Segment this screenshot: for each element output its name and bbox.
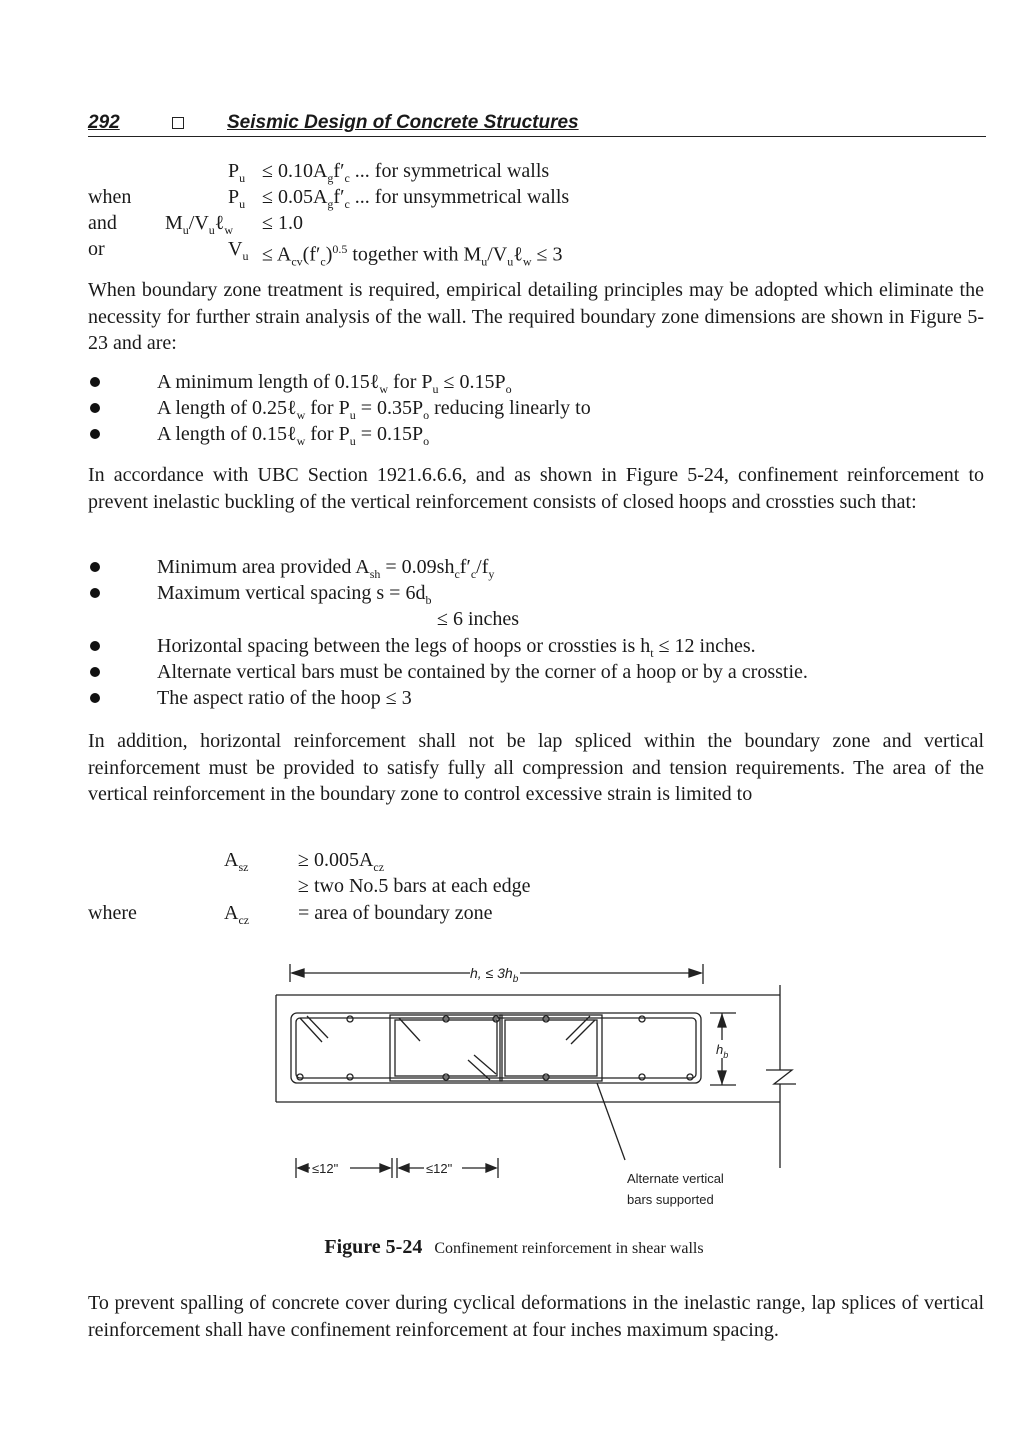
bullet-icon [90,562,100,572]
rebar [443,1016,449,1022]
limit-rhs: = area of boundary zone [298,902,493,924]
bullet-icon [90,693,100,703]
rebar [639,1074,645,1080]
arrow-left-icon [399,1164,409,1172]
running-title: Seismic Design of Concrete Structures [227,112,579,133]
hook-3 [468,1060,490,1080]
limit-lhs: $A_{sz}$ [224,849,249,874]
rebar [347,1016,353,1022]
condition-lhs: $V_u$ [228,238,249,263]
list-item: A minimum length of 0.15ℓ$_w$ for $P_u \le 0.15P_o$ [157,371,512,396]
paragraph-confinement: In accordance with UBC Section 1921.6.6.6, and as shown in Figure 5-24, confinement reinforcement to prevent inelastic buckling of the vertical reinforcement consists of closed hoops and crossties such that: [88,464,984,513]
condition-rhs: ≤ $0.10A_gf'_c$ ... for symmetrical walls [262,160,550,185]
rebar [687,1074,693,1080]
arrow-right-icon [380,1164,390,1172]
condition-lhs: $M_u/V_u\ell_w$ [165,212,234,237]
note-line-2: bars supported [627,1192,714,1207]
list-item: The aspect ratio of the hoop ≤ 3 [157,687,412,709]
limit-rhs: ≥ two No.5 bars at each edge [298,875,531,897]
break-line-icon [766,1070,796,1084]
hook-1b [307,1016,328,1038]
inner-hoop-1 [390,1015,502,1081]
page-number: 292 [88,112,120,133]
limit-label: where [88,902,137,924]
condition-lhs: $P_u$ [228,186,246,211]
bullet-icon [90,641,100,651]
caption-text: Confinement reinforcement in shear walls [434,1240,704,1257]
rebar [639,1016,645,1022]
note-line-1: Alternate vertical [627,1171,724,1186]
dim-label-top: h, ≤ $3h_b$ [470,965,519,985]
hook-3b [474,1055,496,1074]
outer-hoop-inner [296,1018,696,1078]
hook-2 [399,1018,420,1041]
spacing-label-1: ≤12" [312,1161,339,1176]
outer-hoop [291,1013,701,1083]
dim-label-right: $h_b$ [716,1042,729,1060]
list-item: Minimum area provided $A_{sh} = 0.09sh_cf'_c/f_y$ [157,556,495,581]
condition-lhs: $P_u$ [228,160,246,185]
rebar [493,1016,499,1022]
arrow-right-icon [689,969,701,977]
paragraph-boundary-zone: When boundary zone treatment is required, empirical detailing principles may be adopted which eliminate the necessity for further strain analysis of the wall. The required boundary zone dimensions are shown in Figure 5-23 and are: [88,279,984,354]
paragraph-horizontal-reinforcement: In addition, horizontal reinforcement shall not be lap spliced within the boundary zone and vertical reinforcement must be provided to satisfy fully all compression and tension requirements. The area of the vertical reinforcement in the boundary zone to control excessive strain is limited to [88,730,984,805]
bullet-icon [90,403,100,413]
condition-label: when [88,186,132,208]
bullet-icon [90,667,100,677]
bullet-icon [90,377,100,387]
rebar [543,1074,549,1080]
arrow-left-icon [298,1164,308,1172]
inner-hoop-1-inner [395,1020,497,1076]
limit-lhs: $A_{cz}$ [224,902,250,927]
spacing-label-2: ≤12" [426,1161,453,1176]
inner-hoop-2-inner [505,1020,597,1076]
list-item: A length of 0.25ℓ$_w$ for $P_u = 0.35P_o$ reducing linearly to [157,397,591,422]
running-header [88,110,986,137]
arrow-left-icon [292,969,304,977]
arrow-right-icon [486,1164,496,1172]
inner-hoop-2 [500,1015,602,1081]
condition-label: and [88,212,117,234]
figure-confinement-diagram [0,950,1028,1230]
list-item: Maximum vertical spacing $s = 6d_b$ [157,582,432,607]
rebar [443,1074,449,1080]
list-item: Horizontal spacing between the legs of hoops or crossties is $h_t \le 12$ inches. [157,635,756,660]
list-item-continuation: ≤ 6 inches [437,608,520,630]
limit-rhs: ≥ $0.005A_{cz}$ [298,849,385,874]
caption-number: Figure 5-24 [324,1236,423,1258]
paragraph-lap-splices: To prevent spalling of concrete cover during cyclical deformations in the inelastic range, lap splices of vertical reinforcement shall have confinement reinforcement at four inches maximum spacing. [88,1292,984,1341]
square-icon [172,117,184,129]
condition-rhs: ≤ 1.0 [262,212,303,234]
condition-rhs: ≤ $0.05A_gf'_c$ ... for unsymmetrical walls [262,186,570,211]
list-item: Alternate vertical bars must be contained by the corner of a hoop or by a crosstie. [157,661,808,683]
condition-label: or [88,238,105,260]
list-item: A length of 0.15ℓ$_w$ for $P_u = 0.15P_o$ [157,423,430,448]
condition-rhs: ≤ $A_{cv}(f'_c)^{0.5}$ together with $M_u/V_u\ell_w \le 3$ [262,242,563,269]
rebar [543,1016,549,1022]
arrow-down-icon [718,1071,726,1083]
bullet-icon [90,588,100,598]
bullet-icon [90,429,100,439]
hook-1 [300,1018,322,1042]
leader-line [597,1083,625,1160]
rebar [347,1074,353,1080]
figure-caption [0,1236,1028,1259]
arrow-up-icon [718,1015,726,1027]
